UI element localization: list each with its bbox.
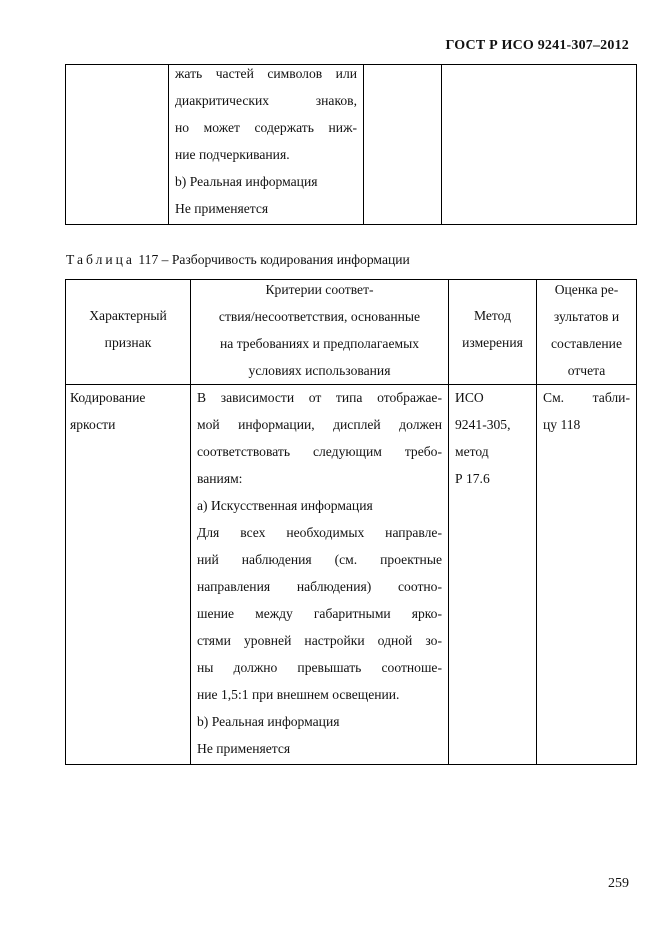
criteria-line: диакритических знаков, <box>175 93 357 108</box>
row-criteria-line: В зависимости от типа отображае- <box>197 390 442 405</box>
row-criteria-line: ны должно превышать соотноше- <box>197 660 442 675</box>
row-criteria-line: ваниям: <box>197 471 243 486</box>
table-caption <box>66 252 410 268</box>
row-criteria-line: Для всех необходимых направле- <box>197 525 442 540</box>
header-criteria-line: условиях использования <box>248 363 391 378</box>
header-criteria-line: ствия/несоответствия, основанные <box>218 309 421 324</box>
table-caption-text: 117 – Разборчивость кодирования информации <box>134 252 410 267</box>
row-method-line: метод <box>455 444 489 459</box>
row-method-line: 9241-305, <box>455 417 511 432</box>
header-evaluation-line: зультатов и <box>553 309 620 324</box>
top-table-border-bottom <box>65 224 637 225</box>
row-evaluation-line: цу 118 <box>543 417 581 432</box>
row-evaluation-line: См. табли- <box>543 390 630 405</box>
row-method-line: ИСО <box>455 390 484 405</box>
header-criteria-line: на требованиях и предполагаемых <box>219 336 420 351</box>
row-criteria-line: ний наблюдения (см. проектные <box>197 552 442 567</box>
header-evaluation-line: Оценка ре- <box>554 282 619 297</box>
row-evaluation <box>543 384 630 438</box>
top-table-divider-1 <box>168 64 169 225</box>
main-table-border-bottom <box>65 764 637 765</box>
row-criteria-line: b) Реальная информация <box>197 714 340 729</box>
row-criteria-line: направления наблюдения) соотно- <box>197 579 442 594</box>
header-criteria-line: Критерии соответ- <box>265 282 374 297</box>
header-method-line: измерения <box>462 335 523 350</box>
row-criteria-line: ние 1,5:1 при внешнем освещении. <box>197 687 400 702</box>
header-feature-line: признак <box>104 335 152 350</box>
header-feature <box>66 302 190 356</box>
row-criteria-line: соответствовать следующим требо- <box>197 444 442 459</box>
top-table-criteria-cell <box>175 60 357 222</box>
document-header: ГОСТ Р ИСО 9241-307–2012 <box>445 38 629 53</box>
row-method-line: Р 17.6 <box>455 471 490 486</box>
top-table-divider-2 <box>363 64 364 225</box>
row-feature-line: яркости <box>70 417 116 432</box>
table-caption-prefix: Таблица <box>66 252 135 267</box>
header-criteria <box>191 276 448 384</box>
criteria-line: Не применяется <box>175 201 269 216</box>
page-number: 259 <box>608 876 629 891</box>
row-criteria-line: мой информации, дисплей должен <box>197 417 442 432</box>
top-table-border-left <box>65 64 66 225</box>
top-table-border-right <box>636 64 637 225</box>
row-feature <box>70 384 186 438</box>
top-table-divider-3 <box>441 64 442 225</box>
header-method-line: Метод <box>473 308 512 323</box>
criteria-line: ние подчеркивания. <box>175 147 290 162</box>
main-table-border-right <box>636 279 637 765</box>
criteria-line: жать частей символов или <box>175 66 357 81</box>
row-criteria <box>197 384 442 762</box>
row-method <box>455 384 533 492</box>
header-method <box>449 302 536 356</box>
header-evaluation-line: отчета <box>567 363 606 378</box>
criteria-line: но может содержать ниж- <box>175 120 357 135</box>
row-criteria-line: шение между габаритными ярко- <box>197 606 442 621</box>
header-evaluation-line: составление <box>551 336 622 351</box>
row-criteria-line: a) Искусственная информация <box>197 498 373 513</box>
header-feature-line: Характерный <box>89 308 167 323</box>
row-criteria-line: Не применяется <box>197 741 291 756</box>
header-evaluation <box>537 276 636 384</box>
row-criteria-line: стями уровней настройки одной зо- <box>197 633 442 648</box>
row-feature-line: Кодирование <box>70 390 146 405</box>
criteria-line: b) Реальная информация <box>175 174 318 189</box>
